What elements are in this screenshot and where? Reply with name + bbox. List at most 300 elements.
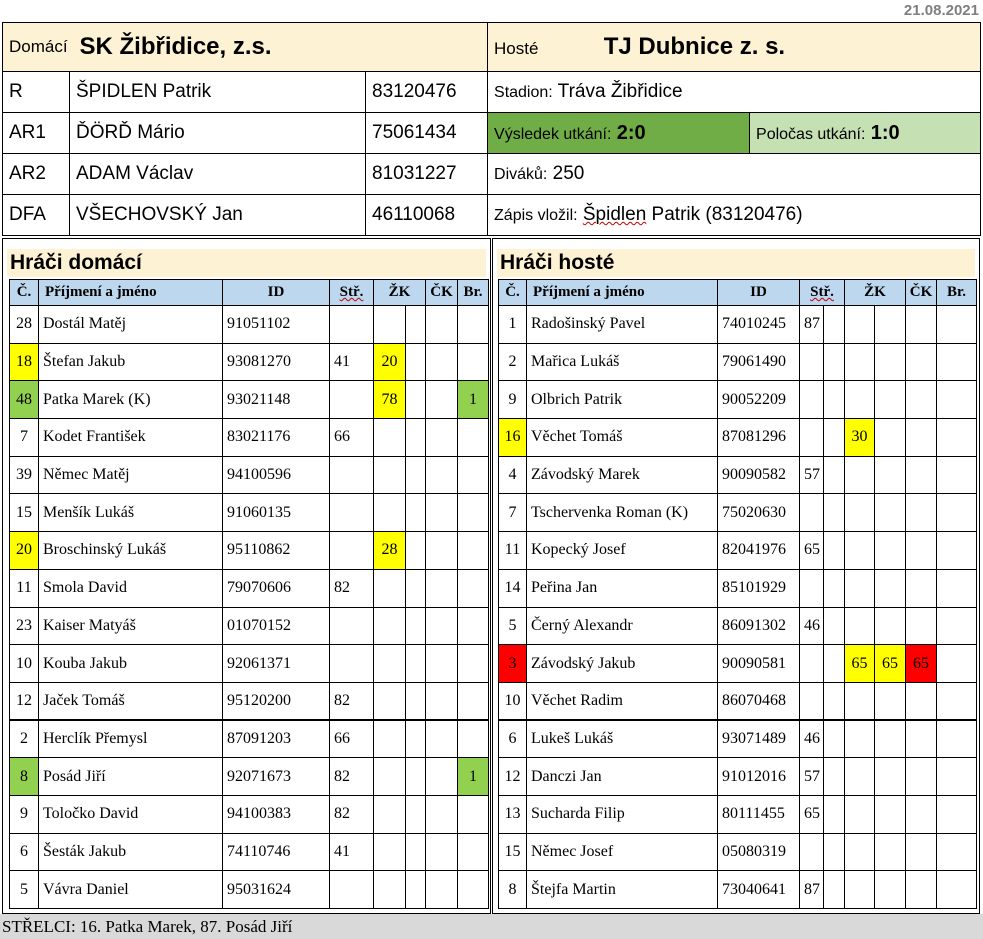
second-yellow-minute — [406, 494, 426, 532]
col-yellow: ŽK — [845, 280, 906, 306]
goals — [937, 419, 977, 457]
official-role: DFA — [3, 195, 70, 236]
player-id: 79070606 — [223, 569, 330, 607]
yellow-card-minute: 30 — [845, 419, 875, 457]
goals — [937, 682, 977, 720]
red-card-minute — [906, 306, 937, 344]
table-row — [499, 532, 977, 570]
table-row — [10, 456, 489, 494]
table-row — [10, 306, 489, 344]
player-number: 15 — [499, 833, 527, 871]
player-name: Herclík Přemysl — [39, 720, 223, 758]
player-number: 13 — [499, 795, 527, 833]
player-id: 73040641 — [718, 871, 800, 909]
substitution-minute — [800, 419, 824, 457]
player-name: Lukeš Lukáš — [527, 720, 718, 758]
player-name: Jaček Tomáš — [39, 682, 223, 720]
official-row — [3, 72, 981, 113]
goals — [458, 795, 489, 833]
yellow-card-minute: 28 — [374, 532, 406, 570]
goals — [458, 607, 489, 645]
player-number: 11 — [10, 569, 39, 607]
yellow-card-minute — [845, 833, 875, 871]
goals — [937, 306, 977, 344]
player-number: 5 — [499, 607, 527, 645]
red-card-minute: 65 — [906, 645, 937, 683]
player-id: 93021148 — [223, 381, 330, 419]
yellow-card-minute — [374, 569, 406, 607]
player-name: Němec Josef — [527, 833, 718, 871]
red-card-minute — [906, 607, 937, 645]
player-name: Štefan Jakub — [39, 343, 223, 381]
away-players-table — [498, 279, 977, 909]
substitution-minute — [330, 456, 374, 494]
yellow-card-minute — [845, 795, 875, 833]
yellow-card-minute — [845, 569, 875, 607]
table-row — [10, 569, 489, 607]
spacer-cell — [824, 494, 845, 532]
player-id: 95110862 — [223, 532, 330, 570]
player-name: Závodský Jakub — [527, 645, 718, 683]
player-id: 90090582 — [718, 456, 800, 494]
red-card-minute — [426, 456, 458, 494]
goals — [458, 871, 489, 909]
substitution-minute: 57 — [800, 758, 824, 796]
player-number: 12 — [499, 758, 527, 796]
spacer-cell — [824, 645, 845, 683]
yellow-card-minute — [374, 758, 406, 796]
player-name: Sucharda Filip — [527, 795, 718, 833]
player-number: 10 — [10, 645, 39, 683]
substitution-minute — [800, 381, 824, 419]
player-name: Dostál Matěj — [39, 306, 223, 344]
entered-by-rest: Patrik (83120476) — [646, 204, 803, 225]
official-name: ADAM Václav — [70, 154, 366, 195]
yellow-card-minute — [374, 795, 406, 833]
red-card-minute — [426, 494, 458, 532]
spectators-cell — [488, 154, 981, 195]
red-card-minute — [906, 833, 937, 871]
second-yellow-minute — [875, 456, 906, 494]
second-yellow-minute — [875, 419, 906, 457]
teams-row — [3, 23, 981, 72]
player-name: Věchet Radim — [527, 682, 718, 720]
yellow-card-minute — [374, 645, 406, 683]
player-id: 74010245 — [718, 306, 800, 344]
second-yellow-minute — [406, 306, 426, 344]
yellow-card-minute — [374, 494, 406, 532]
yellow-card-minute — [374, 871, 406, 909]
table-row — [499, 343, 977, 381]
official-role: AR1 — [3, 113, 70, 154]
player-number: 8 — [499, 871, 527, 909]
second-yellow-minute — [406, 871, 426, 909]
red-card-minute — [426, 569, 458, 607]
player-number: 23 — [10, 607, 39, 645]
goals — [937, 532, 977, 570]
yellow-card-minute — [374, 720, 406, 758]
table-row — [499, 645, 977, 683]
player-name: Kouba Jakub — [39, 645, 223, 683]
player-name: Peřina Jan — [527, 569, 718, 607]
player-number: 5 — [10, 871, 39, 909]
official-row — [3, 154, 981, 195]
table-row — [10, 645, 489, 683]
substitution-minute: 82 — [330, 795, 374, 833]
spacer-cell — [824, 607, 845, 645]
result-value: 2:0 — [616, 121, 646, 144]
table-row — [499, 456, 977, 494]
spacer-cell — [824, 758, 845, 796]
spacer-cell — [824, 720, 845, 758]
home-players-body — [10, 306, 489, 909]
spacer-cell — [824, 306, 845, 344]
spacer-cell — [824, 343, 845, 381]
goals — [458, 532, 489, 570]
substitution-minute — [800, 569, 824, 607]
yellow-card-minute — [845, 381, 875, 419]
second-yellow-minute — [406, 607, 426, 645]
goals — [458, 456, 489, 494]
home-label: Domácí — [9, 37, 68, 56]
player-name: Závodský Marek — [527, 456, 718, 494]
yellow-card-minute — [374, 682, 406, 720]
away-players-body — [499, 306, 977, 909]
player-id: 90052209 — [718, 381, 800, 419]
away-players-panel — [492, 238, 980, 914]
player-name: Němec Matěj — [39, 456, 223, 494]
player-name: Smola David — [39, 569, 223, 607]
col-red: ČK — [906, 280, 937, 306]
second-yellow-minute — [406, 682, 426, 720]
player-name: Štejfa Martin — [527, 871, 718, 909]
player-number: 11 — [499, 532, 527, 570]
player-id: 87081296 — [718, 419, 800, 457]
second-yellow-minute — [875, 532, 906, 570]
table-row — [499, 682, 977, 720]
yellow-card-minute — [374, 306, 406, 344]
spacer-cell — [824, 682, 845, 720]
player-id: 93071489 — [718, 720, 800, 758]
player-id: 75020630 — [718, 494, 800, 532]
away-label: Hosté — [494, 39, 539, 58]
result-cell — [488, 113, 750, 154]
home-players-title: Hráči domácí — [7, 249, 486, 277]
red-card-minute — [906, 343, 937, 381]
player-id: 92071673 — [223, 758, 330, 796]
goals — [937, 645, 977, 683]
goals — [937, 795, 977, 833]
second-yellow-minute — [875, 569, 906, 607]
red-card-minute — [426, 381, 458, 419]
substitution-minute — [800, 682, 824, 720]
substitution-minute — [800, 645, 824, 683]
yellow-card-minute — [845, 306, 875, 344]
col-id: ID — [223, 280, 330, 306]
player-id: 85101929 — [718, 569, 800, 607]
red-card-minute — [906, 381, 937, 419]
yellow-card-minute — [374, 456, 406, 494]
player-name: Mařica Lukáš — [527, 343, 718, 381]
yellow-card-minute — [845, 607, 875, 645]
second-yellow-minute — [875, 607, 906, 645]
table-row — [10, 795, 489, 833]
spacer-cell — [824, 456, 845, 494]
substitution-minute — [330, 607, 374, 645]
spacer-cell — [824, 871, 845, 909]
second-yellow-minute — [406, 456, 426, 494]
substitution-minute — [330, 645, 374, 683]
red-card-minute — [426, 419, 458, 457]
red-card-minute — [426, 306, 458, 344]
player-id: 05080319 — [718, 833, 800, 871]
substitution-minute: 46 — [800, 607, 824, 645]
player-number: 48 — [10, 381, 39, 419]
second-yellow-minute — [875, 720, 906, 758]
substitution-minute: 41 — [330, 343, 374, 381]
yellow-card-minute — [845, 456, 875, 494]
player-id: 91051102 — [223, 306, 330, 344]
player-number: 20 — [10, 532, 39, 570]
player-name: Olbrich Patrik — [527, 381, 718, 419]
spacer-cell — [824, 532, 845, 570]
table-row — [10, 720, 489, 758]
second-yellow-minute — [406, 569, 426, 607]
table-row — [10, 381, 489, 419]
spectators-label: Diváků: — [494, 166, 548, 183]
yellow-card-minute — [845, 494, 875, 532]
stadium-value: Tráva Žibřidice — [557, 81, 683, 102]
player-number: 28 — [10, 306, 39, 344]
goals — [937, 494, 977, 532]
spacer-cell — [824, 795, 845, 833]
home-team-name: SK Žibřidice, z.s. — [79, 33, 272, 60]
player-number: 3 — [499, 645, 527, 683]
result-label: Výsledek utkání: — [494, 125, 612, 143]
second-yellow-minute — [406, 758, 426, 796]
yellow-card-minute — [845, 720, 875, 758]
player-id: 95120200 — [223, 682, 330, 720]
second-yellow-minute — [875, 871, 906, 909]
player-id: 95031624 — [223, 871, 330, 909]
player-name: Danczi Jan — [527, 758, 718, 796]
red-card-minute — [906, 682, 937, 720]
official-row — [3, 195, 981, 236]
red-card-minute — [906, 456, 937, 494]
red-card-minute — [906, 795, 937, 833]
second-yellow-minute: 65 — [875, 645, 906, 683]
player-name: Černý Alexandr — [527, 607, 718, 645]
player-name: Šesták Jakub — [39, 833, 223, 871]
second-yellow-minute — [406, 381, 426, 419]
away-team-cell — [488, 23, 981, 72]
table-row — [499, 306, 977, 344]
substitution-minute: 41 — [330, 833, 374, 871]
substitution-minute: 87 — [800, 871, 824, 909]
player-id: 74110746 — [223, 833, 330, 871]
table-row — [10, 419, 489, 457]
spacer-cell — [824, 381, 845, 419]
goals — [458, 720, 489, 758]
table-row — [499, 871, 977, 909]
red-card-minute — [906, 720, 937, 758]
table-header-row — [499, 280, 977, 306]
player-name: Broschinský Lukáš — [39, 532, 223, 570]
home-team-cell — [70, 23, 488, 72]
red-card-minute — [426, 682, 458, 720]
second-yellow-minute — [875, 306, 906, 344]
goals — [937, 456, 977, 494]
entered-by-surname: Špidlen — [582, 204, 647, 225]
official-id: 46110068 — [366, 195, 488, 236]
col-name: Příjmení a jméno — [39, 280, 223, 306]
goals — [458, 682, 489, 720]
official-name: ŠPIDLEN Patrik — [70, 72, 366, 113]
away-team-name: TJ Dubnice z. s. — [603, 33, 786, 60]
player-number: 8 — [10, 758, 39, 796]
second-yellow-minute — [406, 645, 426, 683]
player-id: 91012016 — [718, 758, 800, 796]
red-card-minute — [426, 795, 458, 833]
table-row — [10, 758, 489, 796]
home-players-panel — [2, 238, 491, 914]
goals — [458, 645, 489, 683]
red-card-minute — [426, 833, 458, 871]
goals — [937, 381, 977, 419]
goals: 1 — [458, 758, 489, 796]
table-row — [499, 381, 977, 419]
substitution-minute — [330, 494, 374, 532]
stadium-cell — [488, 72, 981, 113]
goals — [937, 607, 977, 645]
yellow-card-minute — [374, 607, 406, 645]
table-row — [499, 419, 977, 457]
table-row — [10, 833, 489, 871]
goals — [458, 306, 489, 344]
goals — [458, 494, 489, 532]
player-number: 9 — [499, 381, 527, 419]
home-players-table — [9, 279, 489, 909]
player-name: Kopecký Josef — [527, 532, 718, 570]
substitution-minute: 66 — [330, 720, 374, 758]
halftime-cell — [750, 113, 981, 154]
yellow-card-minute — [845, 343, 875, 381]
scorers-line: STŘELCI: 16. Patka Marek, 87. Posád Jiří — [0, 914, 983, 939]
substitution-minute — [800, 343, 824, 381]
red-card-minute — [426, 720, 458, 758]
spectators-value: 250 — [552, 163, 585, 184]
yellow-card-minute: 20 — [374, 343, 406, 381]
official-row — [3, 113, 981, 154]
spacer-cell — [824, 833, 845, 871]
red-card-minute — [426, 645, 458, 683]
red-card-minute — [906, 494, 937, 532]
second-yellow-minute — [875, 795, 906, 833]
yellow-card-minute: 78 — [374, 381, 406, 419]
second-yellow-minute — [406, 532, 426, 570]
player-number: 6 — [10, 833, 39, 871]
col-name: Příjmení a jméno — [527, 280, 718, 306]
player-name: Posád Jiří — [39, 758, 223, 796]
player-id: 01070152 — [223, 607, 330, 645]
official-name: VŠECHOVSKÝ Jan — [70, 195, 366, 236]
substitution-minute: 82 — [330, 758, 374, 796]
substitution-minute: 46 — [800, 720, 824, 758]
table-row — [499, 758, 977, 796]
player-id: 83021176 — [223, 419, 330, 457]
table-row — [499, 720, 977, 758]
goals — [458, 833, 489, 871]
second-yellow-minute — [406, 343, 426, 381]
spacer-cell — [824, 419, 845, 457]
second-yellow-minute — [875, 758, 906, 796]
official-role: AR2 — [3, 154, 70, 195]
player-id: 87091203 — [223, 720, 330, 758]
player-name: Věchet Tomáš — [527, 419, 718, 457]
red-card-minute — [426, 343, 458, 381]
goals — [937, 871, 977, 909]
official-id: 81031227 — [366, 154, 488, 195]
substitution-minute — [330, 381, 374, 419]
second-yellow-minute — [875, 833, 906, 871]
red-card-minute — [906, 532, 937, 570]
table-row — [10, 343, 489, 381]
player-id: 86091302 — [718, 607, 800, 645]
col-yellow: ŽK — [374, 280, 426, 306]
yellow-card-minute — [845, 758, 875, 796]
substitution-minute — [330, 532, 374, 570]
col-num: Č. — [499, 280, 527, 306]
yellow-card-minute — [845, 871, 875, 909]
goals — [937, 758, 977, 796]
match-header — [2, 22, 981, 236]
second-yellow-minute — [406, 833, 426, 871]
yellow-card-minute — [845, 682, 875, 720]
col-sub: Stř. — [800, 280, 845, 306]
official-role: R — [3, 72, 70, 113]
second-yellow-minute — [406, 720, 426, 758]
substitution-minute: 87 — [800, 306, 824, 344]
yellow-card-minute — [845, 532, 875, 570]
table-row — [10, 532, 489, 570]
player-id: 94100596 — [223, 456, 330, 494]
col-red: ČK — [426, 280, 458, 306]
red-card-minute — [906, 758, 937, 796]
player-number: 16 — [499, 419, 527, 457]
player-number: 18 — [10, 343, 39, 381]
substitution-minute: 65 — [800, 532, 824, 570]
player-name: Patka Marek (K) — [39, 381, 223, 419]
player-id: 92061371 — [223, 645, 330, 683]
col-goals: Br. — [937, 280, 977, 306]
official-id: 75061434 — [366, 113, 488, 154]
player-number: 39 — [10, 456, 39, 494]
player-number: 7 — [499, 494, 527, 532]
yellow-card-minute: 65 — [845, 645, 875, 683]
goals — [937, 720, 977, 758]
spacer-cell — [824, 569, 845, 607]
second-yellow-minute — [875, 494, 906, 532]
second-yellow-minute — [875, 682, 906, 720]
player-name: Radošinský Pavel — [527, 306, 718, 344]
substitution-minute: 65 — [800, 795, 824, 833]
goals: 1 — [458, 381, 489, 419]
entered-by-label: Zápis vložil: — [494, 207, 578, 224]
col-sub: Stř. — [330, 280, 374, 306]
goals — [937, 833, 977, 871]
col-id: ID — [718, 280, 800, 306]
substitution-minute — [800, 833, 824, 871]
